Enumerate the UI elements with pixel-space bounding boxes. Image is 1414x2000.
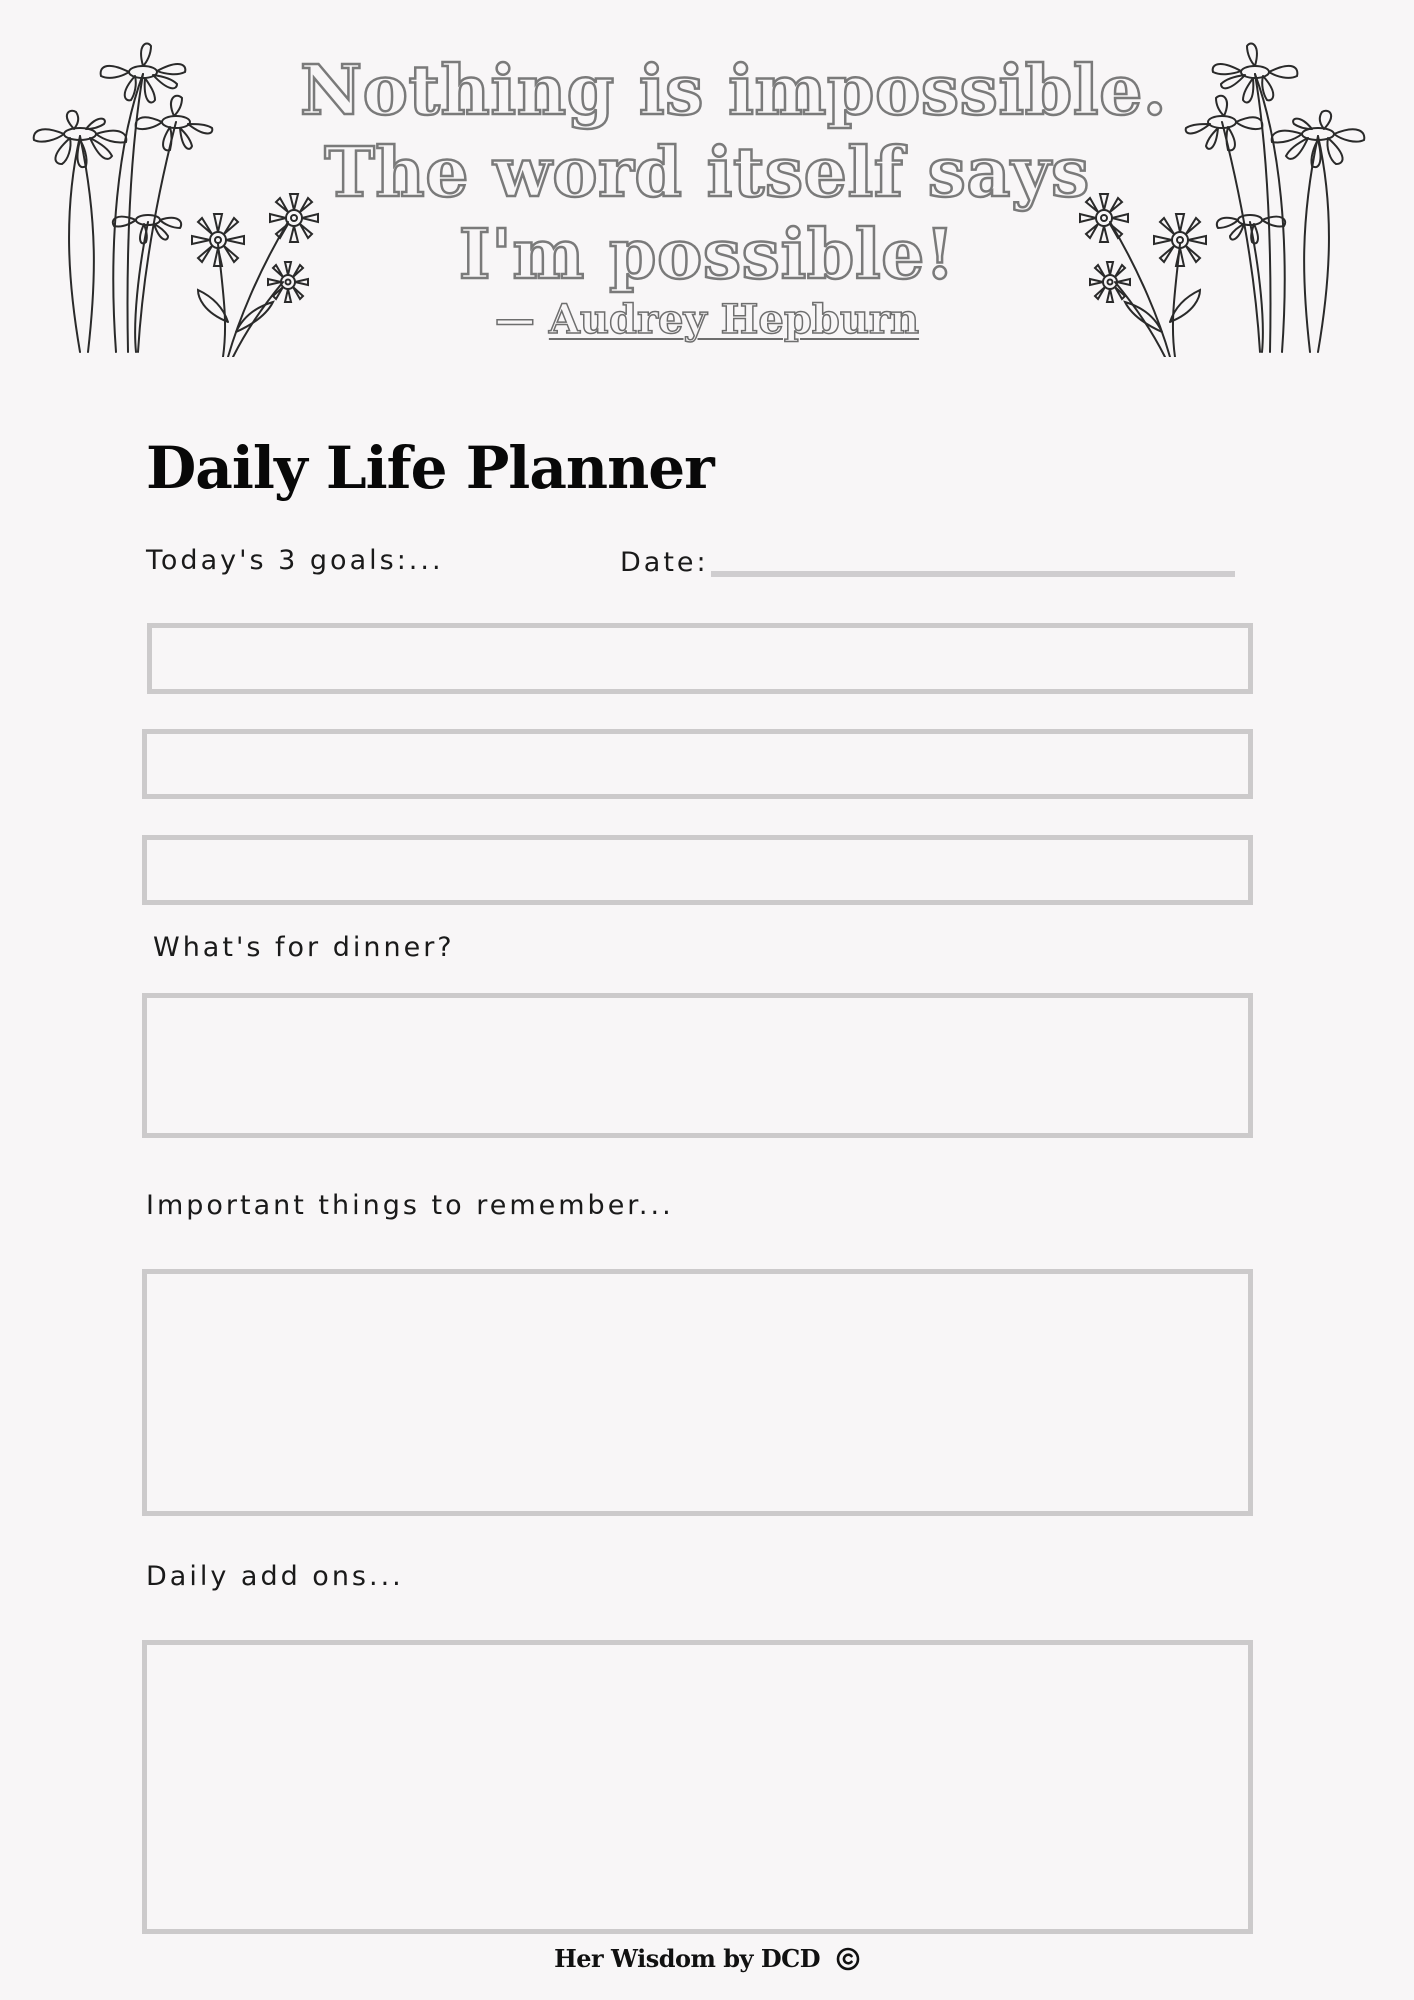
remember-label: Important things to remember... (146, 1190, 674, 1221)
remember-box[interactable] (142, 1269, 1253, 1516)
footer-credit-text: Her Wisdom by DCD (554, 1944, 821, 1973)
dinner-label: What's for dinner? (153, 932, 455, 963)
copyright-icon (836, 1947, 860, 1971)
quote-author-name: Audrey Hepburn (548, 296, 920, 343)
quote-line-3: I'm possible! (458, 215, 956, 295)
footer-credit (0, 1944, 1414, 1973)
goals-label: Today's 3 goals:... (146, 545, 444, 576)
dinner-box[interactable] (142, 993, 1253, 1138)
quote-line-2: The word itself says (324, 133, 1090, 213)
addons-label: Daily add ons... (146, 1561, 404, 1592)
header-quote (300, 50, 1168, 343)
goal-box-1[interactable] (147, 623, 1253, 694)
date-field[interactable] (711, 571, 1235, 577)
quote-author-dash: — (494, 296, 535, 343)
goal-box-3[interactable] (142, 835, 1253, 905)
page-title: Daily Life Planner (146, 434, 714, 502)
date-label: Date: (620, 547, 709, 578)
goal-box-2[interactable] (142, 729, 1253, 799)
quote-author (300, 298, 1114, 342)
daisy-flowers-icon (18, 22, 328, 357)
addons-box[interactable] (142, 1640, 1253, 1934)
quote-line-1: Nothing is impossible. (300, 51, 1168, 131)
flowers-left-illustration (18, 22, 328, 357)
